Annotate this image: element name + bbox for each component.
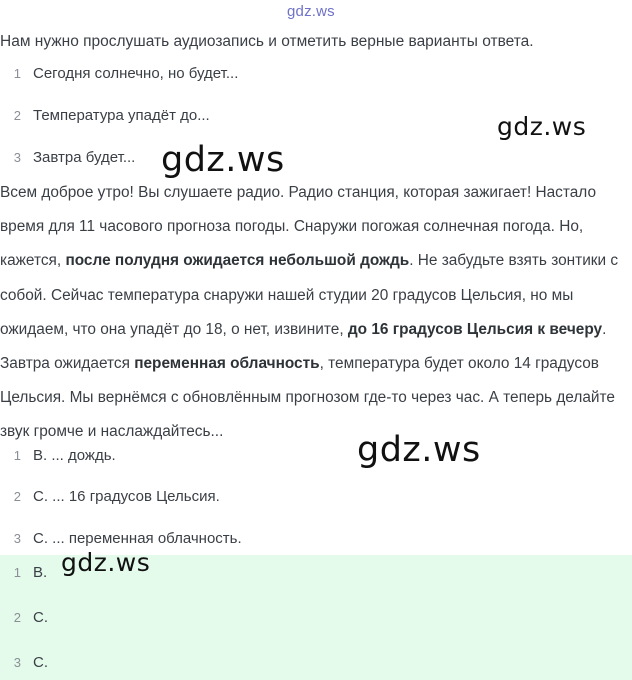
transcript-passage — [0, 176, 632, 450]
option-number: 1 — [13, 448, 21, 463]
option-number: 3 — [13, 531, 21, 546]
answer-item — [0, 606, 48, 630]
question-text: Завтра будет... — [33, 149, 136, 166]
option-text: B. ... дождь. — [33, 447, 116, 464]
watermark: gdz.ws — [161, 140, 285, 180]
option-number: 2 — [13, 489, 21, 504]
passage-highlight: переменная облачность — [134, 355, 320, 373]
task-instruction: Нам нужно прослушать аудиозапись и отметить верные варианты ответа. — [0, 33, 534, 50]
option-item — [0, 444, 116, 468]
passage-highlight: до 16 градусов Цельсия к вечеру — [347, 320, 603, 338]
question-number: 1 — [13, 66, 21, 81]
passage-text: Всем доброе утро! Вы слушаете радио. Радио станция, которая зажигает! Настало время для 11 часового прогноза погоды. Снаружи погожая солнечная погода. Но, кажется, — [0, 184, 597, 270]
question-number: 3 — [13, 150, 21, 165]
question-number: 2 — [13, 108, 21, 123]
question-item — [0, 62, 238, 86]
watermark: gdz.ws — [497, 112, 587, 141]
answer-number: 2 — [13, 610, 21, 625]
answer-number: 1 — [13, 565, 21, 580]
option-text: C. ... 16 градусов Цельсия. — [33, 488, 220, 505]
passage-text: , температура будет около 14 градусов Цельсия. Мы вернёмся с обновлённым прогнозом где-то через час. А теперь делайте звук громче и наслаждайтесь... — [0, 355, 615, 441]
answer-text: B. — [33, 564, 48, 581]
answer-text: C. — [33, 654, 48, 671]
passage-highlight: после полудня ожидается небольшой дождь — [65, 252, 410, 270]
watermark-top: gdz.ws — [287, 3, 335, 20]
option-item — [0, 485, 220, 509]
answer-text: C. — [33, 609, 48, 626]
option-text: C. ... переменная облачность. — [33, 530, 242, 547]
answer-number: 3 — [13, 655, 21, 670]
question-text: Температура упадёт до... — [33, 107, 210, 124]
question-item — [0, 104, 210, 128]
answer-item — [0, 651, 48, 675]
passage-text: . Завтра ожидается — [0, 320, 607, 373]
question-text: Сегодня солнечно, но будет... — [33, 65, 239, 82]
answer-item — [0, 561, 47, 585]
question-item — [0, 146, 135, 170]
watermark: gdz.ws — [357, 430, 481, 470]
watermark: gdz.ws — [61, 548, 151, 577]
passage-text: . Не забудьте взять зонтики с собой. Сейчас температура снаружи нашей студии 20 градусов Цельсия, но мы ожидаем, что она упадёт до 18, о нет, извините, — [0, 252, 619, 338]
